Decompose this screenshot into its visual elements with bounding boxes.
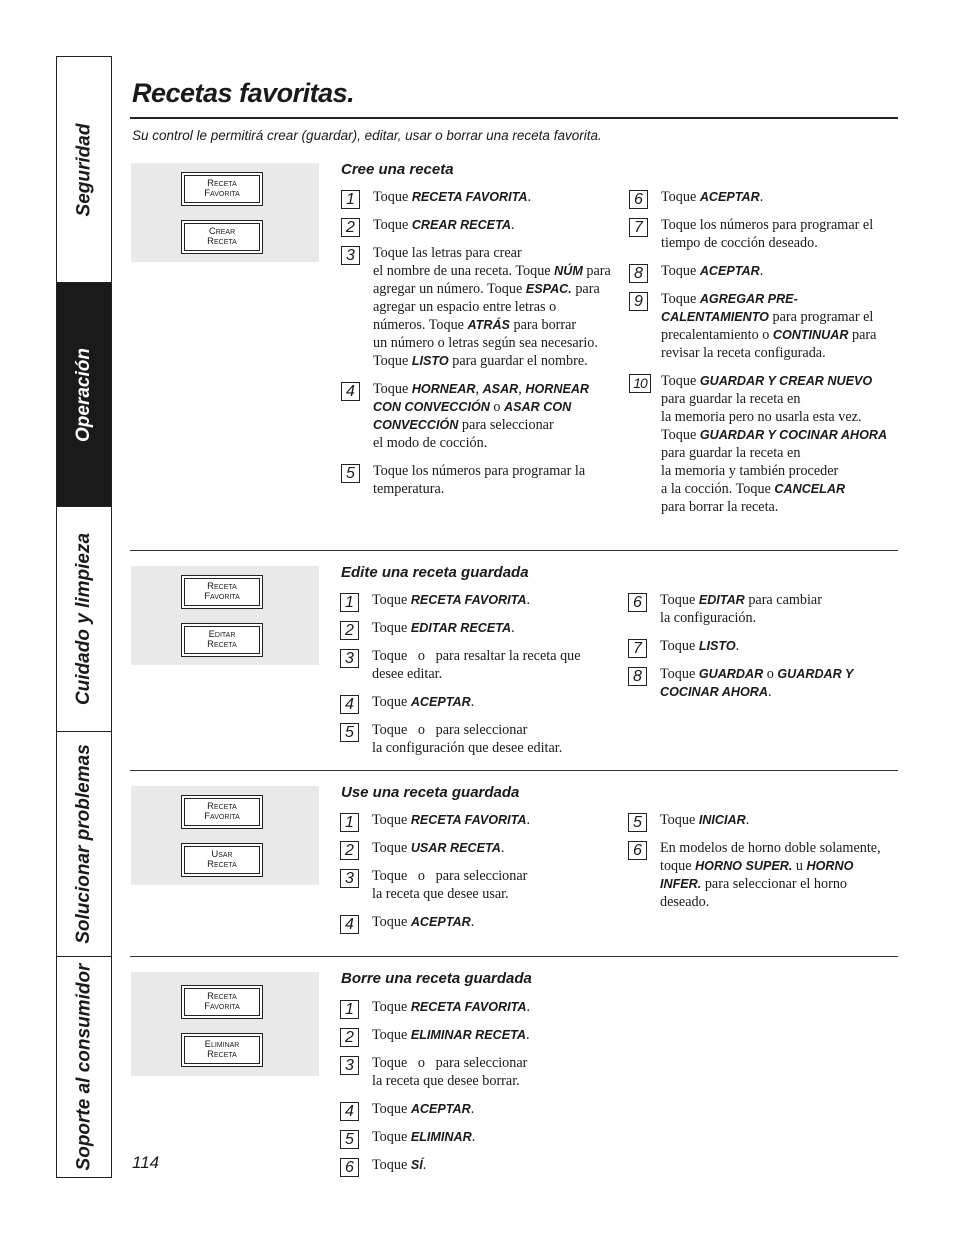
tab-operacion[interactable]: Operación [57,283,111,507]
create-step-1: 1 Toque RECETA FAVORITA. [341,188,611,206]
use-step-6: 6 En modelos de horno doble solamente, toque HORNO SUPER. u HORNO INFER. para seleccionar el horno deseado. [628,839,898,911]
edit-step-7: 7 Toque LISTO. [628,637,898,655]
edit-step-2: 2 Toque EDITAR RECETA. [340,619,610,637]
use-key-panel [131,786,319,885]
edit-heading: Edite una receta guardada [341,564,529,581]
delete-steps [340,998,610,1184]
title-rule [130,117,898,119]
receta-favorita-key[interactable]: Receta Favorita [181,795,263,829]
page-title: Recetas favoritas. [132,78,355,108]
eliminar-receta-key[interactable]: Eliminar Receta [181,1033,263,1067]
create-step-9: 9 Toque AGREGAR PRE-CALENTAMIENTO para programar el precalentamiento o CONTINUAR para revisar la receta configurada. [629,290,899,362]
create-steps-left [341,188,611,508]
use-step-1: 1 Toque RECETA FAVORITA. [340,811,610,829]
delete-step-2: 2 Toque ELIMINAR RECETA. [340,1026,610,1044]
edit-step-1: 1 Toque RECETA FAVORITA. [340,591,610,609]
use-step-4: 4 Toque ACEPTAR. [340,913,610,931]
use-steps-right [628,811,898,921]
create-step-7: 7 Toque los números para programar el tiempo de cocción deseado. [629,216,899,252]
create-step-3: 3 Toque las letras para crear el nombre de una receta. Toque NÚM para agregar un número. Toque ESPAC. para agregar un espacio entre letras o números. Toque ATRÁS para borrar un número o letras según sea necesario. Toque LISTO para guardar el nombre. [341,244,611,370]
use-heading: Use una receta guardada [341,784,520,801]
delete-step-6: 6 Toque SÍ. [340,1156,610,1174]
use-step-5: 5 Toque INICIAR. [628,811,898,829]
create-step-8: 8 Toque ACEPTAR. [629,262,899,280]
receta-favorita-key[interactable]: Receta Favorita [181,172,263,206]
edit-key-panel [131,566,319,665]
receta-favorita-key[interactable]: Receta Favorita [181,985,263,1019]
usar-receta-key[interactable]: Usar Receta [181,843,263,877]
use-step-2: 2 Toque USAR RECETA. [340,839,610,857]
delete-step-3: 3 Toque o para seleccionar la receta que desee borrar. [340,1054,610,1090]
tab-soporte-consumidor[interactable]: Soporte al consumidor [73,963,95,1171]
edit-step-3: 3 Toque o para resaltar la receta que desee editar. [340,647,610,683]
create-step-10: 10 Toque GUARDAR Y CREAR NUEVO para guardar la receta en la memoria pero no usarla esta vez. Toque GUARDAR Y COCINAR AHORA para guardar la receta en la memoria y también proceder a la cocción. Toque CANCELAR para borrar la receta. [629,372,899,516]
create-steps-right [629,188,899,526]
section-divider [130,770,898,771]
use-steps-left [340,811,610,941]
delete-step-1: 1 Toque RECETA FAVORITA. [340,998,610,1016]
use-step-3: 3 Toque o para seleccionar la receta que desee usar. [340,867,610,903]
edit-steps-left [340,591,610,767]
receta-favorita-key[interactable]: Receta Favorita [181,575,263,609]
delete-heading: Borre una receta guardada [341,970,532,987]
intro-text: Su control le permitirá crear (guardar), editar, usar o borrar una receta favorita. [132,128,602,143]
tab-cuidado-limpieza[interactable]: Cuidado y limpieza [57,507,111,732]
create-step-5: 5 Toque los números para programar la temperatura. [341,462,611,498]
edit-step-6: 6 Toque EDITAR para cambiar la configuración. [628,591,898,627]
delete-step-4: 4 Toque ACEPTAR. [340,1100,610,1118]
edit-step-8: 8 Toque GUARDAR o GUARDAR Y COCINAR AHORA. [628,665,898,701]
delete-step-5: 5 Toque ELIMINAR. [340,1128,610,1146]
editar-receta-key[interactable]: Editar Receta [181,623,263,657]
side-tabs [56,56,112,1178]
delete-key-panel [131,972,319,1076]
create-step-6: 6 Toque ACEPTAR. [629,188,899,206]
edit-steps-right [628,591,898,711]
create-heading: Cree una receta [341,161,454,178]
page-number: 114 [132,1153,160,1172]
tab-seguridad[interactable]: Seguridad [57,57,111,283]
edit-step-5: 5 Toque o para seleccionar la configuración que desee editar. [340,721,610,757]
create-step-4: 4 Toque HORNEAR, ASAR, HORNEAR CON CONVECCIÓN o ASAR CON CONVECCIÓN para seleccionar el modo de cocción. [341,380,611,452]
tab-solucionar-problemas[interactable]: Solucionar problemas [57,732,111,957]
section-divider [130,956,898,957]
section-divider [130,550,898,551]
create-step-2: 2 Toque CREAR RECETA. [341,216,611,234]
create-key-panel [131,163,319,262]
crear-receta-key[interactable]: Crear Receta [181,220,263,254]
edit-step-4: 4 Toque ACEPTAR. [340,693,610,711]
